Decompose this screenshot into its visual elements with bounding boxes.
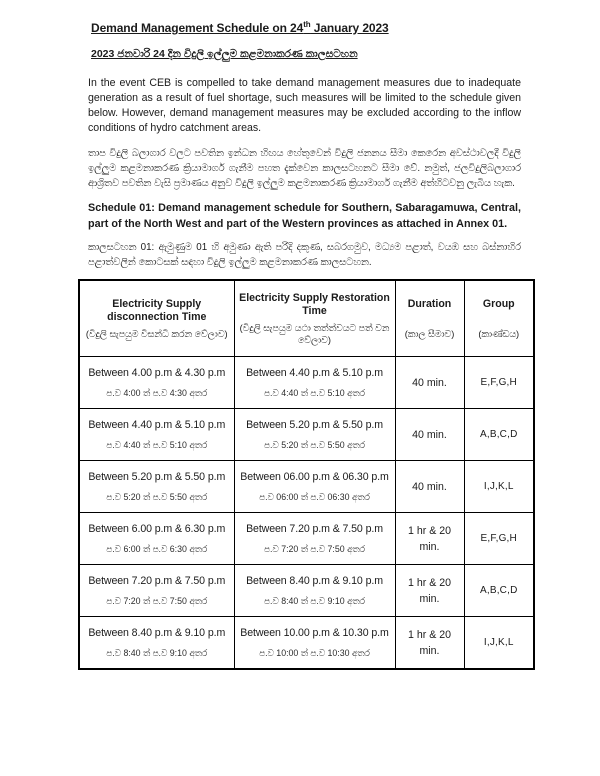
disconnect-time-si: ප.ව 5:20 ත් ප.ව 5:50 අතර bbox=[106, 491, 208, 502]
header-disconnection-time bbox=[79, 280, 234, 357]
group-value: E,F,G,H bbox=[480, 533, 517, 545]
group-cell bbox=[464, 461, 534, 513]
restore-time-si: ප.ව 10:00 ත් ප.ව 10:30 අතර bbox=[259, 647, 370, 658]
disconnect-time-si: ප.ව 4:40 ත් ප.ව 5:10 අතර bbox=[106, 439, 208, 450]
group-value: E,F,G,H bbox=[480, 377, 517, 389]
disconnect-time-en: Between 5.20 p.m & 5.50 p.m bbox=[88, 470, 226, 483]
table-header-row bbox=[79, 280, 534, 357]
group-value: A,B,C,D bbox=[479, 585, 518, 597]
group-cell bbox=[464, 617, 534, 669]
duration-cell bbox=[395, 565, 464, 617]
document-title bbox=[91, 20, 521, 35]
demand-schedule-table bbox=[78, 279, 535, 670]
disconnect-time-si: ප.ව 8:40 ත් ප.ව 9:10 අතර bbox=[106, 647, 208, 658]
header-group bbox=[464, 280, 534, 357]
duration-cell bbox=[395, 617, 464, 669]
title-text-post: January 2023 bbox=[310, 21, 389, 35]
restoration-time-cell bbox=[234, 409, 395, 461]
group-value: A,B,C,D bbox=[479, 429, 518, 441]
group-cell bbox=[464, 565, 534, 617]
group-cell bbox=[464, 357, 534, 409]
title-ordinal-suffix: th bbox=[303, 20, 311, 29]
duration-value: 40 min. bbox=[412, 376, 447, 389]
disconnect-time-en: Between 6.00 p.m & 6.30 p.m bbox=[88, 522, 226, 535]
duration-cell bbox=[395, 357, 464, 409]
restore-time-si: ප.ව 7:20 ත් ප.ව 7:50 අතර bbox=[264, 543, 365, 554]
duration-value: 1 hr & 20 min. bbox=[408, 576, 451, 605]
disconnect-time-si: ප.ව 6:00 ත් ප.ව 6:30 අතර bbox=[106, 543, 208, 554]
table-row bbox=[79, 617, 534, 669]
restoration-time-cell bbox=[234, 513, 395, 565]
table-row bbox=[79, 409, 534, 461]
header-duration-en: Duration bbox=[407, 297, 452, 310]
header-restoration-time-en: Electricity Supply Restoration Time bbox=[239, 291, 390, 317]
document-title-sinhala: 2023 ජනවාරි 24 දින විදුලි ඉල්ලුම කළමනාකරණ කාලසටහන bbox=[91, 48, 358, 60]
disconnection-time-cell bbox=[79, 565, 234, 617]
duration-cell bbox=[395, 461, 464, 513]
header-group-si: (කාණ්ඩය) bbox=[478, 328, 520, 339]
group-cell bbox=[464, 409, 534, 461]
disconnect-time-en: Between 7.20 p.m & 7.50 p.m bbox=[88, 574, 226, 587]
disconnection-time-cell bbox=[79, 513, 234, 565]
restore-time-en: Between 8.40 p.m & 9.10 p.m bbox=[246, 574, 383, 587]
restore-time-si: ප.ව 06:00 ත් ප.ව 06:30 අතර bbox=[259, 491, 370, 502]
disconnection-time-cell bbox=[79, 409, 234, 461]
disconnection-time-cell bbox=[79, 617, 234, 669]
duration-value: 1 hr & 20 min. bbox=[408, 524, 451, 553]
duration-cell bbox=[395, 513, 464, 565]
restore-time-si: ප.ව 5:20 ත් ප.ව 5:50 අතර bbox=[264, 439, 365, 450]
duration-value: 40 min. bbox=[412, 480, 447, 493]
table-row bbox=[79, 461, 534, 513]
group-value: I,J,K,L bbox=[483, 637, 514, 649]
disconnect-time-en: Between 4.40 p.m & 5.10 p.m bbox=[88, 418, 226, 431]
disconnect-time-en: Between 8.40 p.m & 9.10 p.m bbox=[88, 626, 226, 639]
restoration-time-cell bbox=[234, 617, 395, 669]
table-row bbox=[79, 513, 534, 565]
restore-time-si: ප.ව 8:40 ත් ප.ව 9:10 අතර bbox=[264, 595, 365, 606]
restore-time-en: Between 7.20 p.m & 7.50 p.m bbox=[246, 522, 383, 535]
disconnection-time-cell bbox=[79, 357, 234, 409]
restoration-time-cell bbox=[234, 461, 395, 513]
header-duration-si: (කාල සීමාව) bbox=[404, 328, 455, 339]
header-restoration-time bbox=[234, 280, 395, 357]
restore-time-en: Between 4.40 p.m & 5.10 p.m bbox=[246, 366, 383, 379]
restore-time-si: ප.ව 4:40 ත් ප.ව 5:10 අතර bbox=[264, 387, 365, 398]
intro-paragraph-english: In the event CEB is compelled to take demand management measures due to inadequate generation as a result of fuel shortage, such measures will be limited to the schedule given below. However, demand management measures may be excluded according to the inflow conditions of hydro catchment areas. bbox=[88, 77, 521, 134]
header-group-en: Group bbox=[482, 297, 515, 310]
intro-paragraph-sinhala: තාප විදුලි බලාගාර වලට පවතින ඉන්ධන හිඟය හේතුවෙන් විදුලි ජනනය සීමා කෙරෙන අවස්ථාවලදී විදුලි ඉල්ලුම කළමනාකරණ ක්‍රියාමාර්ග ගැනීම පහත දැක්වෙන කාලසටහනට සීමා වේ. නමුත්, ජලවිදුලිබලාගාර ආශ්‍රිතව පවතින වැසි ප්‍රමාණය අනුව විදුලි ඉල්ලුම කළමනාකරණ ක්‍රියාමාර්ග ගැනීම අත්හිටවනු ලැබිය හැක. bbox=[88, 148, 521, 189]
header-disconnection-time-si: (විදුලි සැපයුම විසන්ධි කරන වේලාව) bbox=[85, 328, 228, 339]
title-text-pre: Demand Management Schedule on 24 bbox=[91, 21, 304, 35]
restore-time-en: Between 06.00 p.m & 06.30 p.m bbox=[240, 470, 389, 483]
disconnect-time-en: Between 4.00 p.m & 4.30 p.m bbox=[88, 366, 226, 379]
restoration-time-cell bbox=[234, 357, 395, 409]
schedule-01-paragraph-sinhala: කාලසටහන 01: ඇමුණුම 01 හි අමුණා ඇති පරිදි දකුණ, සබරගමුව, මධ්‍යම පළාත්, වයඹ සහ බස්නාහිර පළාත්වලින් කොටසක් සඳහා විදුලි ඉල්ලුම කළමනාකරණ කාලසටහන. bbox=[88, 242, 521, 269]
disconnection-time-cell bbox=[79, 461, 234, 513]
table-row bbox=[79, 357, 534, 409]
restoration-time-cell bbox=[234, 565, 395, 617]
duration-value: 40 min. bbox=[412, 428, 447, 441]
group-value: I,J,K,L bbox=[483, 481, 514, 493]
schedule-01-paragraph-english: Schedule 01: Demand management schedule for Southern, Sabaragamuwa, Central, part of the North West and part of the Western provinces as attached in Annex 01. bbox=[88, 202, 521, 230]
table-row bbox=[79, 565, 534, 617]
header-restoration-time-si: (විදුලි සැපයුම යථා තත්ත්වයට පත් වන වේලාව) bbox=[239, 322, 390, 345]
disconnect-time-si: ප.ව 4:00 ත් ප.ව 4:30 අතර bbox=[106, 387, 208, 398]
restore-time-en: Between 5.20 p.m & 5.50 p.m bbox=[246, 418, 383, 431]
duration-value: 1 hr & 20 min. bbox=[408, 628, 451, 657]
disconnect-time-si: ප.ව 7:20 ත් ප.ව 7:50 අතර bbox=[106, 595, 208, 606]
duration-cell bbox=[395, 409, 464, 461]
restore-time-en: Between 10.00 p.m & 10.30 p.m bbox=[240, 626, 389, 639]
header-disconnection-time-en: Electricity Supply disconnection Time bbox=[107, 297, 207, 323]
header-duration bbox=[395, 280, 464, 357]
group-cell bbox=[464, 513, 534, 565]
